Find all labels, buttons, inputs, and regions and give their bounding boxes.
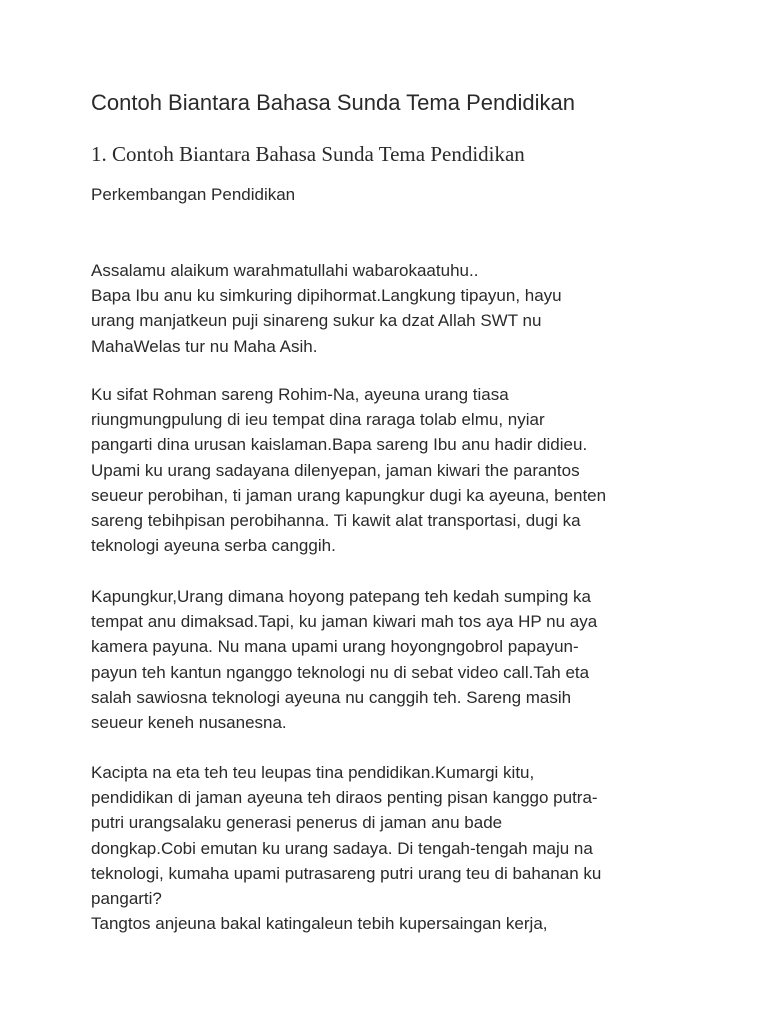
paragraph-line: Kacipta na eta teh teu leupas tina pendidikan.Kumargi kitu,	[91, 763, 535, 782]
paragraph-line: seueur keneh nusanesna.	[91, 713, 287, 733]
paragraph-line: kamera payuna. Nu mana upami urang hoyongngobrol papayun-	[91, 637, 579, 657]
paragraph-line: payun teh kantun nganggo teknologi nu di sebat video call.Tah eta	[91, 662, 590, 682]
paragraph-changes	[91, 382, 691, 558]
paragraph-line: dongkap.Cobi emutan ku urang sadaya. Di tengah-tengah maju na	[91, 838, 593, 858]
paragraph-line: pangarti?	[91, 889, 162, 909]
paragraph-line: teknologi ayeuna serba canggih.	[91, 536, 336, 556]
speech-subheading: Perkembangan Pendidikan	[91, 185, 296, 204]
paragraph-line: tempat anu dimaksad.Tapi, ku jaman kiwari mah tos aya HP nu aya	[91, 612, 598, 632]
paragraph-line: MahaWelas tur nu Maha Asih.	[91, 336, 318, 356]
document-title: Contoh Biantara Bahasa Sunda Tema Pendidikan	[91, 90, 575, 115]
paragraph-opening	[91, 258, 691, 359]
paragraph-line: seueur perobihan, ti jaman urang kapungkur dugi ka ayeuna, benten	[91, 485, 607, 505]
paragraph-line: riungmungpulung di ieu tempat dina raraga tolab elmu, nyiar	[91, 410, 545, 430]
paragraph-line: Upami ku urang sadayana dilenyepan, jaman kiwari the parantos	[91, 460, 580, 480]
paragraph-line: teknologi, kumaha upami putrasareng putri urang teu di bahanan ku	[91, 863, 602, 883]
paragraph-line: salah sawiosna teknologi ayeuna nu canggih teh. Sareng masih	[91, 687, 572, 707]
section-heading: 1. Contoh Biantara Bahasa Sunda Tema Pendidikan	[91, 142, 525, 166]
paragraph-line: urang manjatkeun puji sinareng sukur ka dzat Allah SWT nu	[91, 311, 542, 331]
paragraph-line: Tangtos anjeuna bakal katingaleun tebih kupersaingan kerja,	[91, 914, 548, 934]
paragraph-line: pangarti dina urusan kaislaman.Bapa sareng Ibu anu hadir didieu.	[91, 435, 588, 455]
paragraph-education	[91, 760, 691, 936]
paragraph-line: Assalamu alaikum warahmatullahi wabarokaatuhu..	[91, 261, 479, 280]
paragraph-line: Bapa Ibu anu ku simkuring dipihormat.Langkung tipayun, hayu	[91, 286, 562, 306]
paragraph-line: Ku sifat Rohman sareng Rohim-Na, ayeuna urang tiasa	[91, 385, 509, 404]
paragraph-line: putri urangsalaku generasi penerus di jaman anu bade	[91, 813, 503, 833]
paragraph-line: Kapungkur,Urang dimana hoyong patepang teh kedah sumping ka	[91, 587, 591, 606]
paragraph-line: pendidikan di jaman ayeuna teh diraos penting pisan kanggo putra-	[91, 788, 598, 808]
paragraph-technology	[91, 584, 691, 735]
paragraph-line: sareng tebihpisan perobihanna. Ti kawit alat transportasi, dugi ka	[91, 511, 581, 531]
